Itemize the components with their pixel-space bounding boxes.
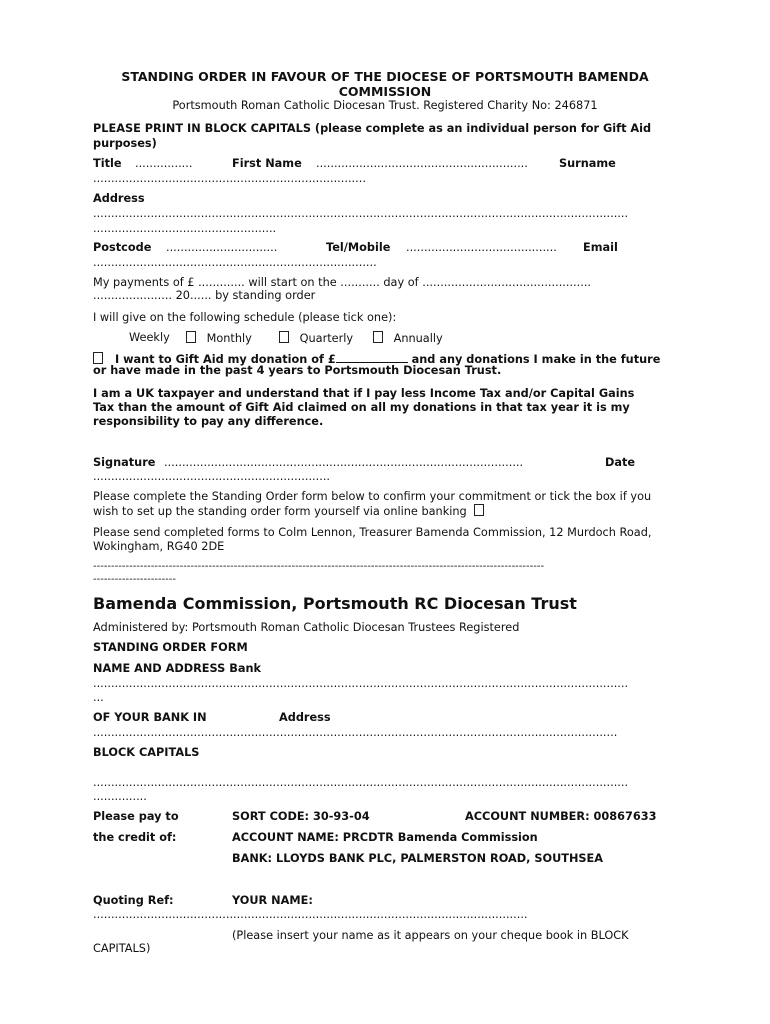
address-field-line2[interactable]: ...................................................	[93, 222, 277, 235]
account-name: ACCOUNT NAME: PRCDTR Bamenda Commission	[232, 831, 538, 844]
first-name-label: First Name	[232, 157, 302, 170]
pay-to-label-2: the credit of:	[93, 831, 177, 844]
option-annually[interactable]	[373, 331, 443, 346]
annually-checkbox[interactable]	[373, 331, 383, 343]
pay-to-label-1: Please pay to	[93, 810, 179, 823]
sort-code: SORT CODE: 30-93-04	[232, 810, 370, 823]
cut-line-2: -----------------------	[93, 574, 176, 585]
quarterly-checkbox[interactable]	[279, 331, 289, 343]
intro-line1: PLEASE PRINT IN BLOCK CAPITALS (please complete as an individual person for Gift Aid	[93, 122, 652, 135]
option-monthly[interactable]	[186, 331, 252, 346]
first-name-field[interactable]: ...........................................................	[316, 157, 528, 170]
bank-name-field-line2[interactable]: ...	[93, 691, 104, 704]
your-name-label: YOUR NAME:	[232, 894, 313, 907]
your-name-field[interactable]: .........................................................................................................................	[93, 908, 528, 921]
payments-line2[interactable]: ...................... 20...... by standing order	[93, 289, 316, 302]
online-note-line1: Please complete the Standing Order form below to confirm your commitment or tick the box if you	[93, 490, 652, 503]
postcode-field[interactable]: ...............................	[166, 241, 278, 254]
date-label: Date	[605, 456, 636, 469]
account-number: ACCOUNT NUMBER: 00867633	[465, 810, 657, 823]
tel-label: Tel/Mobile	[326, 241, 391, 254]
quoting-ref-label: Quoting Ref:	[93, 894, 174, 907]
gift-aid-amount-field[interactable]	[336, 352, 408, 363]
online-note-line2	[93, 504, 484, 519]
postcode-label: Postcode	[93, 241, 152, 254]
standing-order-heading: Bamenda Commission, Portsmouth RC Diocesan Trust	[93, 594, 577, 613]
address-label: Address	[93, 192, 145, 205]
date-field[interactable]: ..................................................................	[93, 470, 331, 483]
bank-details: BANK: LLOYDS BANK PLC, PALMERSTON ROAD, SOUTHSEA	[232, 852, 604, 865]
option-annually-label: Annually	[393, 332, 443, 345]
bank-address-field[interactable]: ..................................................................................................................................................	[93, 726, 618, 739]
option-quarterly[interactable]	[279, 331, 353, 346]
declaration-line1: I am a UK taxpayer and understand that if I pay less Income Tax and/or Capital Gains	[93, 387, 635, 400]
block-capitals-label: BLOCK CAPITALS	[93, 746, 200, 759]
schedule-prompt: I will give on the following schedule (please tick one):	[93, 311, 397, 324]
intro-line2: purposes)	[93, 137, 157, 150]
administered-by: Administered by: Portsmouth Roman Catholic Diocesan Trustees Registered	[93, 621, 520, 634]
monthly-checkbox[interactable]	[186, 331, 196, 343]
surname-label: Surname	[559, 157, 616, 170]
online-banking-checkbox[interactable]	[474, 504, 484, 516]
option-quarterly-label: Quarterly	[299, 332, 354, 345]
insert-note-line1: (Please insert your name as it appears on your cheque book in BLOCK	[232, 929, 629, 942]
email-label: Email	[583, 241, 618, 254]
gift-aid-checkbox[interactable]	[93, 352, 103, 364]
standing-order-form-title: STANDING ORDER FORM	[93, 641, 248, 654]
send-note-line1: Please send completed forms to Colm Lennon, Treasurer Bamenda Commission, 12 Murdoch Road,	[93, 526, 652, 539]
bank-name-field-line1[interactable]: .....................................................................................................................................................	[93, 677, 629, 690]
cut-line-1: -----------------------------------------------------------------------------------------------------------------------------	[93, 561, 545, 572]
declaration-line2: Tax than the amount of Gift Aid claimed on all my donations in that tax year it is my	[93, 401, 630, 414]
bank-name-label: NAME AND ADDRESS Bank	[93, 662, 261, 675]
bank-address-label: Address	[279, 711, 331, 724]
insert-note-line2: CAPITALS)	[93, 942, 151, 955]
email-field[interactable]: ...............................................................................	[93, 256, 377, 269]
address-field-line1[interactable]: .....................................................................................................................................................	[93, 207, 629, 220]
title-label: Title	[93, 157, 122, 170]
form-title-line1: STANDING ORDER IN FAVOUR OF THE DIOCESE OF PORTSMOUTH BAMENDA	[121, 69, 649, 84]
of-your-bank-label: OF YOUR BANK IN	[93, 711, 207, 724]
block-capitals-field-line2[interactable]: ...............	[93, 790, 147, 803]
payments-line1[interactable]: My payments of £ ............. will start on the ........... day of ...............................................	[93, 276, 592, 289]
option-monthly-label: Monthly	[206, 332, 252, 345]
declaration-line3: responsibility to pay any difference.	[93, 415, 324, 428]
block-capitals-field-line1[interactable]: .....................................................................................................................................................	[93, 776, 629, 789]
tel-field[interactable]: ..........................................	[406, 241, 557, 254]
surname-field[interactable]: ............................................................................	[93, 172, 366, 185]
signature-field[interactable]: ....................................................................................................	[164, 456, 524, 469]
gift-aid-text-pre: I want to Gift Aid my donation of £	[114, 353, 336, 366]
online-note-text: wish to set up the standing order form yourself via online banking	[93, 505, 467, 518]
option-weekly-label: Weekly	[129, 331, 170, 344]
title-field[interactable]: ................	[135, 157, 193, 170]
gift-aid-text-post: and any donations I make in the future	[411, 353, 661, 366]
signature-label: Signature	[93, 456, 156, 469]
send-note-line2: Wokingham, RG40 2DE	[93, 540, 225, 553]
charity-subtitle: Portsmouth Roman Catholic Diocesan Trust. Registered Charity No: 246871	[172, 99, 598, 112]
form-title-line2: COMMISSION	[338, 84, 432, 99]
gift-aid-line2: or have made in the past 4 years to Portsmouth Diocesan Trust.	[93, 364, 502, 377]
